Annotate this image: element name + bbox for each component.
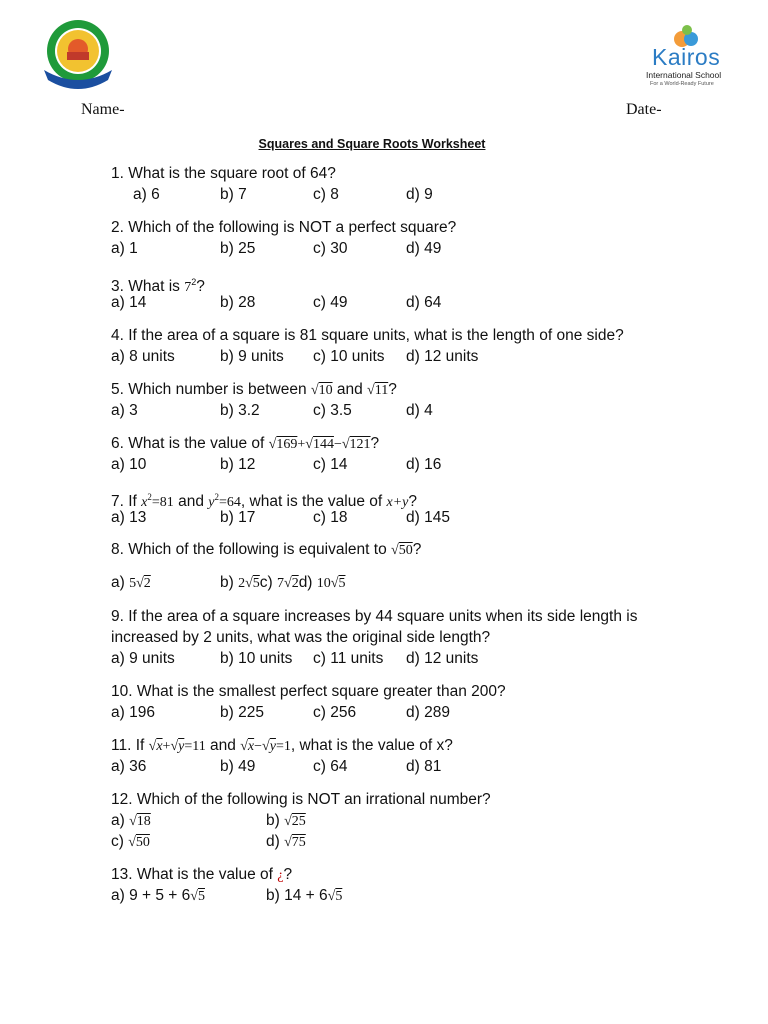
q10-option-b: b) 225 [220,704,264,721]
q11-option-b: b) 49 [220,758,256,775]
q5-radical-1: √10 [310,383,333,398]
question-10: 10. What is the smallest perfect square greater than 200? [111,683,506,700]
q6-option-c: c) 14 [313,456,348,473]
q12-option-a: a) √18 [111,812,151,829]
q1-option-d: d) 9 [406,186,433,203]
q5-option-b: b) 3.2 [220,402,260,419]
q9-option-b: b) 10 units [220,650,293,667]
q10-option-d: d) 289 [406,704,450,721]
q1-option-b: b) 7 [220,186,247,203]
q7-option-d: d) 145 [406,509,450,526]
question-1: 1. What is the square root of 64? [111,165,336,182]
question-8: 8. Which of the following is equivalent to √50? [111,541,422,558]
q6-option-a: a) 10 [111,456,147,473]
cbse-logo [40,18,116,94]
q2-option-c: c) 30 [313,240,348,257]
q1-option-c: c) 8 [313,186,339,203]
q5-option-c: c) 3.5 [313,402,352,419]
q3-option-c: c) 49 [313,294,348,311]
q4-option-c: c) 10 units [313,348,385,365]
q5-radical-2: √11 [367,383,389,398]
q7-option-a: a) 13 [111,509,147,526]
question-5: 5. Which number is between √10 and √11? [111,381,397,398]
q8-option-a: a) 5√2 [111,574,151,591]
q1-option-a: a) 6 [133,186,160,203]
q5-option-a: a) 3 [111,402,138,419]
q13-option-a: a) 9 + 5 + 6√5 [111,887,205,904]
q11-equation-1: √x+√y=11 [148,739,206,754]
question-13: 13. What is the value of ¿? [111,866,293,883]
q13-option-b: b) 14 + 6√5 [266,887,343,904]
q12-option-d: d) √75 [266,833,306,850]
name-label: Name- [81,101,125,118]
question-2: 2. Which of the following is NOT a perfect square? [111,219,457,236]
q6-expression: √169+√144−√121 [268,437,371,452]
q9-option-a: a) 9 units [111,650,175,667]
q11-option-c: c) 64 [313,758,348,775]
kairos-tagline: For a World-Ready Future [650,81,714,87]
q7-option-b: b) 17 [220,509,256,526]
kairos-logo [640,24,740,90]
q2-option-b: b) 25 [220,240,256,257]
question-9-line-1: 9. If the area of a square increases by 44 square units when its side length is [111,608,638,625]
q9-option-c: c) 11 units [313,650,384,667]
q10-option-c: c) 256 [313,704,357,721]
q7-equation-2: $y^2=64$ [208,492,241,510]
question-12: 12. Which of the following is NOT an irrational number? [111,791,491,808]
question-6: 6. What is the value of √169+√144−√121? [111,435,380,452]
q2-option-d: d) 49 [406,240,442,257]
q9-option-d: d) 12 units [406,650,479,667]
date-label: Date- [626,101,662,118]
q4-option-b: b) 9 units [220,348,284,365]
q3-option-a: a) 14 [111,294,147,311]
q3-option-d: d) 64 [406,294,442,311]
q2-option-a: a) 1 [111,240,138,257]
q8-options-b-c-d: b) 2√5c) 7√2d) 10√5 [220,574,346,591]
q12-option-b: b) √25 [266,812,306,829]
kairos-wordmark: Kairos [652,44,721,70]
q3-option-b: b) 28 [220,294,256,311]
question-11: 11. If √x+√y=11 and √x−√y=1, what is the value of x? [111,737,453,754]
q8-radical: √50 [391,543,413,558]
q4-option-a: a) 8 units [111,348,175,365]
question-7: 7. If $x^2=81$ and $y^2=64$, what is the value of x+y? [111,492,417,510]
q7-option-c: c) 18 [313,509,348,526]
q3-base: 7 [184,280,192,295]
q10-option-a: a) 196 [111,704,155,721]
q6-option-b: b) 12 [220,456,256,473]
q11-equation-2: √x−√y=1 [240,739,291,754]
question-9-line-2: increased by 2 units, what was the original side length? [111,629,491,646]
q13-broken-symbol: ¿ [277,868,284,883]
question-3: 3. What is $7^2$? [111,277,205,295]
q7-equation-1: $x^2=81$ [141,492,174,510]
q11-option-a: a) 36 [111,758,147,775]
q11-option-d: d) 81 [406,758,442,775]
q3-exponent: 2 [191,277,197,287]
q6-option-d: d) 16 [406,456,442,473]
q5-option-d: d) 4 [406,402,433,419]
q4-option-d: d) 12 units [406,348,479,365]
question-4: 4. If the area of a square is 81 square units, what is the length of one side? [111,327,624,344]
q12-option-c: c) √50 [111,833,150,850]
kairos-subtitle: International School [646,70,722,80]
q7-sum-expression: x+y [386,495,409,510]
worksheet-title: Squares and Square Roots Worksheet [258,137,486,151]
